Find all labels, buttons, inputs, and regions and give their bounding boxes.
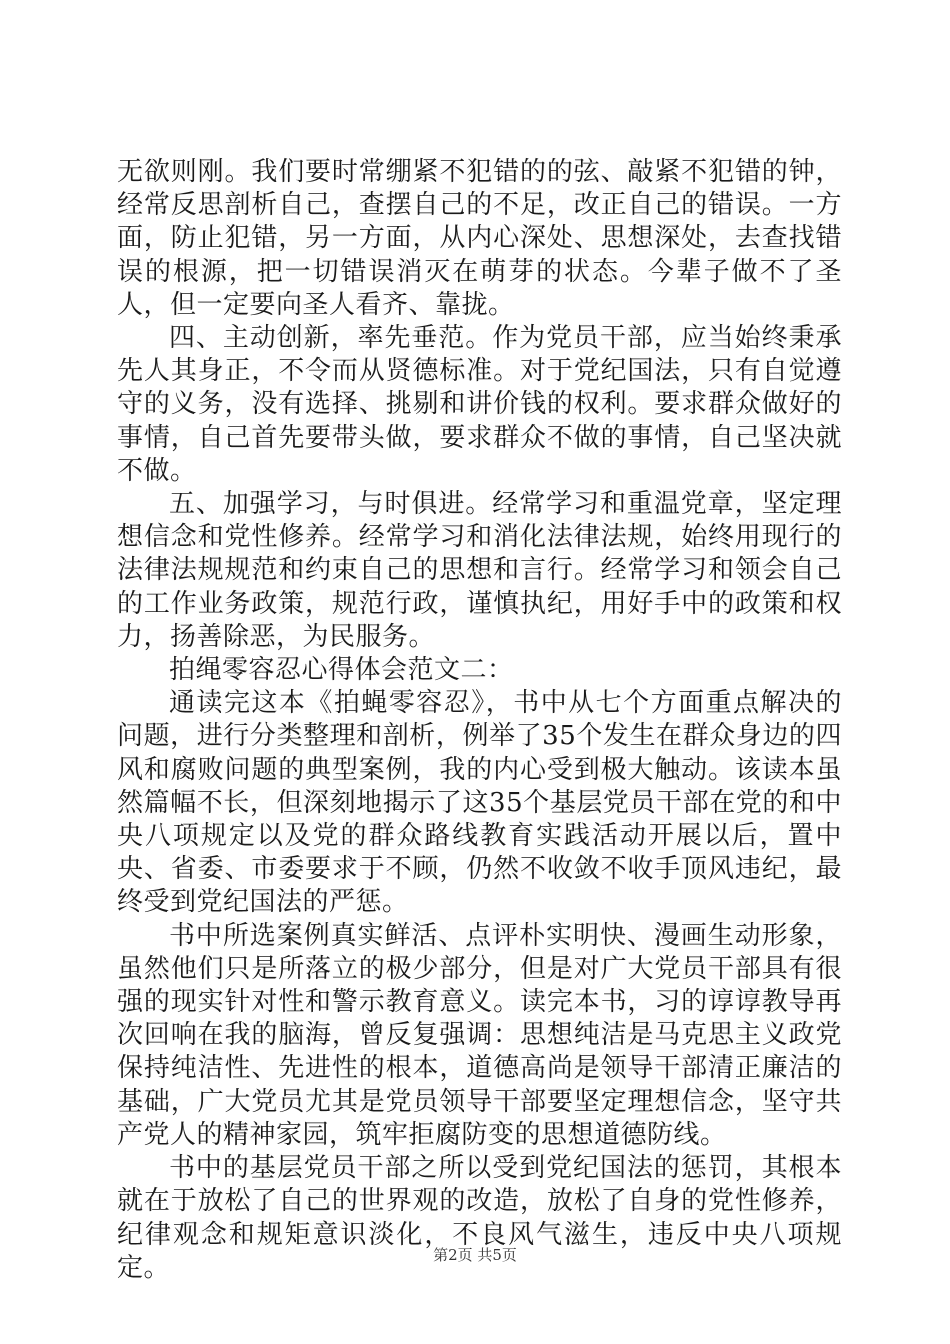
page-number-footer: 第2页 共5页 <box>433 1246 517 1264</box>
paragraph-book-conclusion: 书中的基层党员干部之所以受到党纪国法的惩罚，其根本就在于放松了自己的世界观的改造，放松了自身的党性修养，纪律观念和规矩意识淡化，不良风气滋生，违反中央八项规定。 <box>117 1153 842 1283</box>
paragraph-section-five: 五、加强学习，与时俱进。经常学习和重温党章，坚定理想信念和党性修养。经常学习和消化法律法规，始终用现行的法律法规规范和约束自己的思想和言行。经常学习和领会自己的工作业务政策，规范行政，谨慎执纪，用好手中的政策和权力，扬善除恶，为民服务。 <box>117 489 842 652</box>
paragraph-continued: 无欲则刚。我们要时常绷紧不犯错的的弦、敲紧不犯错的钟，经常反思剖析自己，查摆自己的不足，改正自己的错误。一方面，防止犯错，另一方面，从内心深处、思想深处，去查找错误的根源，把一切错误消灭在萌芽的状态。今辈子做不了圣人，但一定要向圣人看齐、靠拢。 <box>117 157 842 320</box>
paragraph-book-intro: 通读完这本《拍蝇零容忍》，书中从七个方面重点解决的问题，进行分类整理和剖析，例举了35个发生在群众身边的四风和腐败问题的典型案例，我的内心受到极大触动。该读本虽然篇幅不长，但深刻地揭示了这35个基层党员干部在党的和中央八项规定以及党的群众路线教育实践活动开展以后，置中央、省委、市委要求于不顾，仍然不收敛不收手顶风违纪，最终受到党纪国法的严惩。 <box>117 688 842 918</box>
paragraph-heading-sample-two: 拍绳零容忍心得体会范文二： <box>169 655 514 686</box>
paragraph-book-cases: 书中所选案例真实鲜活、点评朴实明快、漫画生动形象，虽然他们只是所落立的极少部分，但是对广大党员干部具有很强的现实针对性和警示教育意义。读完本书，习的谆谆教导再次回响在我的脑海，曾反复强调：思想纯洁是马克思主义政党保持纯洁性、先进性的根本，道德高尚是领导干部清正廉洁的基础，广大党员尤其是党员领导干部要坚定理想信念，坚守共产党人的精神家园，筑牢拒腐防变的思想道德防线。 <box>117 920 842 1150</box>
paragraph-section-four: 四、主动创新，率先垂范。作为党员干部，应当始终秉承先人其身正，不令而从贤德标准。对于党纪国法，只有自觉遵守的义务，没有选择、挑剔和讲价钱的权利。要求群众做好的事情，自己首先要带头做，要求群众不做的事情，自己坚决就不做。 <box>117 323 842 486</box>
document-body <box>117 156 842 1285</box>
